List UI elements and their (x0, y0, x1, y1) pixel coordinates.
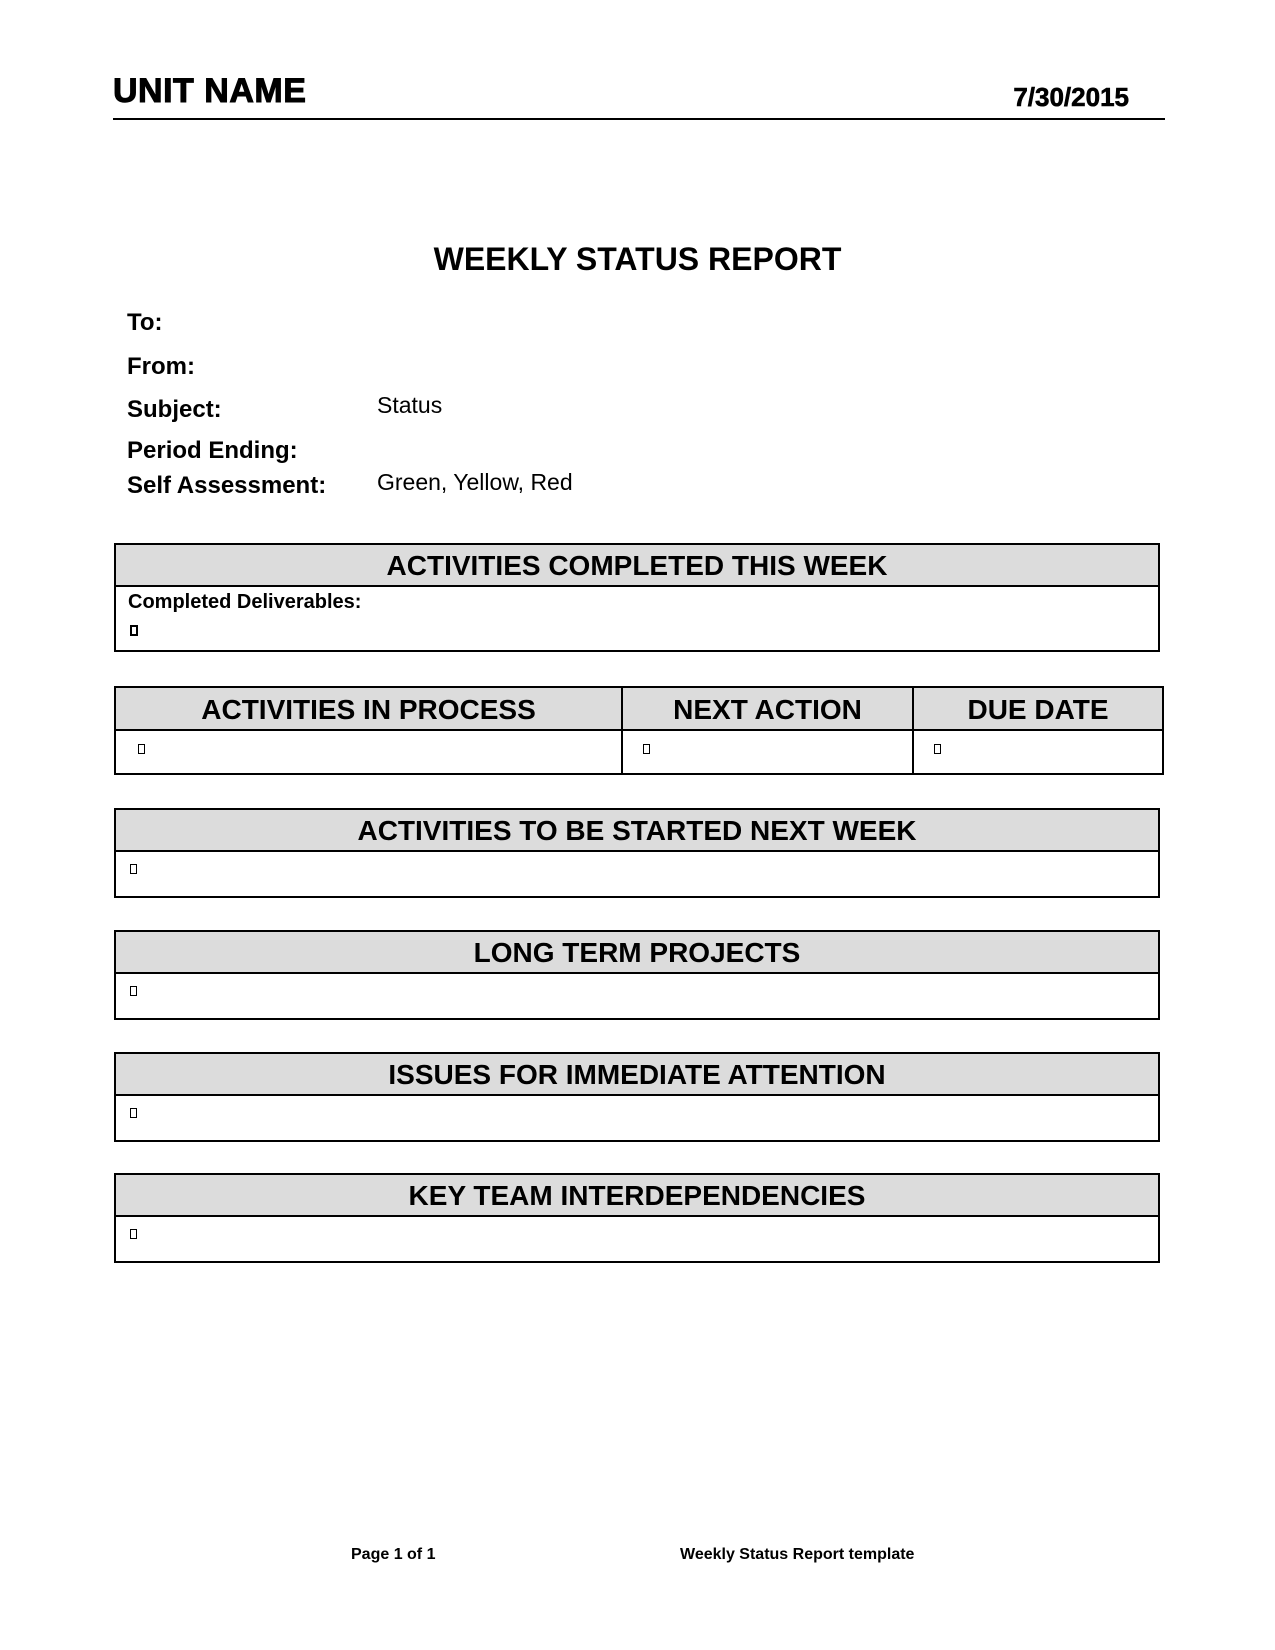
section-interdependencies-heading: KEY TEAM INTERDEPENDENCIES (116, 1175, 1158, 1217)
subject-label: Subject: (127, 396, 222, 423)
section-next-week (114, 808, 1160, 898)
table-in-process (114, 686, 1164, 775)
column-next-action (621, 688, 912, 773)
footer-page-number: Page 1 of 1 (351, 1546, 436, 1563)
section-completed-heading: ACTIVITIES COMPLETED THIS WEEK (116, 545, 1158, 587)
section-long-term-heading: LONG TERM PROJECTS (116, 932, 1158, 974)
self-assessment-label: Self Assessment: (127, 472, 327, 499)
bullet-icon (130, 1108, 137, 1118)
column-heading-due-date: DUE DATE (914, 688, 1162, 731)
page-header (113, 70, 1165, 120)
footer-document-name: Weekly Status Report template (680, 1546, 915, 1563)
section-interdependencies-body (116, 1217, 1158, 1261)
section-interdependencies (114, 1173, 1160, 1263)
section-completed-body (116, 587, 1158, 650)
report-title: WEEKLY STATUS REPORT (433, 241, 842, 277)
section-issues-body (116, 1096, 1158, 1140)
header-date: 7/30/2015 (1013, 82, 1129, 112)
section-issues (114, 1052, 1160, 1142)
section-issues-heading: ISSUES FOR IMMEDIATE ATTENTION (116, 1054, 1158, 1096)
column-due-date (912, 688, 1162, 773)
section-next-week-body (116, 852, 1158, 896)
section-next-week-heading: ACTIVITIES TO BE STARTED NEXT WEEK (116, 810, 1158, 852)
bullet-icon (130, 1229, 137, 1239)
section-long-term-body (116, 974, 1158, 1018)
column-heading-next-action: NEXT ACTION (623, 688, 912, 731)
from-label: From: (127, 353, 195, 380)
bullet-icon (130, 986, 137, 996)
bullet-icon (130, 864, 137, 874)
unit-name: UNIT NAME (113, 72, 307, 110)
section-completed (114, 543, 1160, 652)
column-heading-activities-in-process: ACTIVITIES IN PROCESS (116, 688, 621, 731)
period-ending-label: Period Ending: (127, 437, 298, 464)
bullet-icon (934, 744, 941, 754)
completed-deliverables-label: Completed Deliverables: (128, 591, 362, 613)
to-label: To: (127, 309, 163, 336)
self-assessment-value: Green, Yellow, Red (377, 469, 573, 495)
bullet-icon (643, 744, 650, 754)
column-activities-in-process (116, 688, 621, 773)
bullet-icon (130, 625, 138, 636)
bullet-icon (138, 744, 145, 754)
section-long-term (114, 930, 1160, 1020)
subject-value: Status (377, 392, 443, 418)
